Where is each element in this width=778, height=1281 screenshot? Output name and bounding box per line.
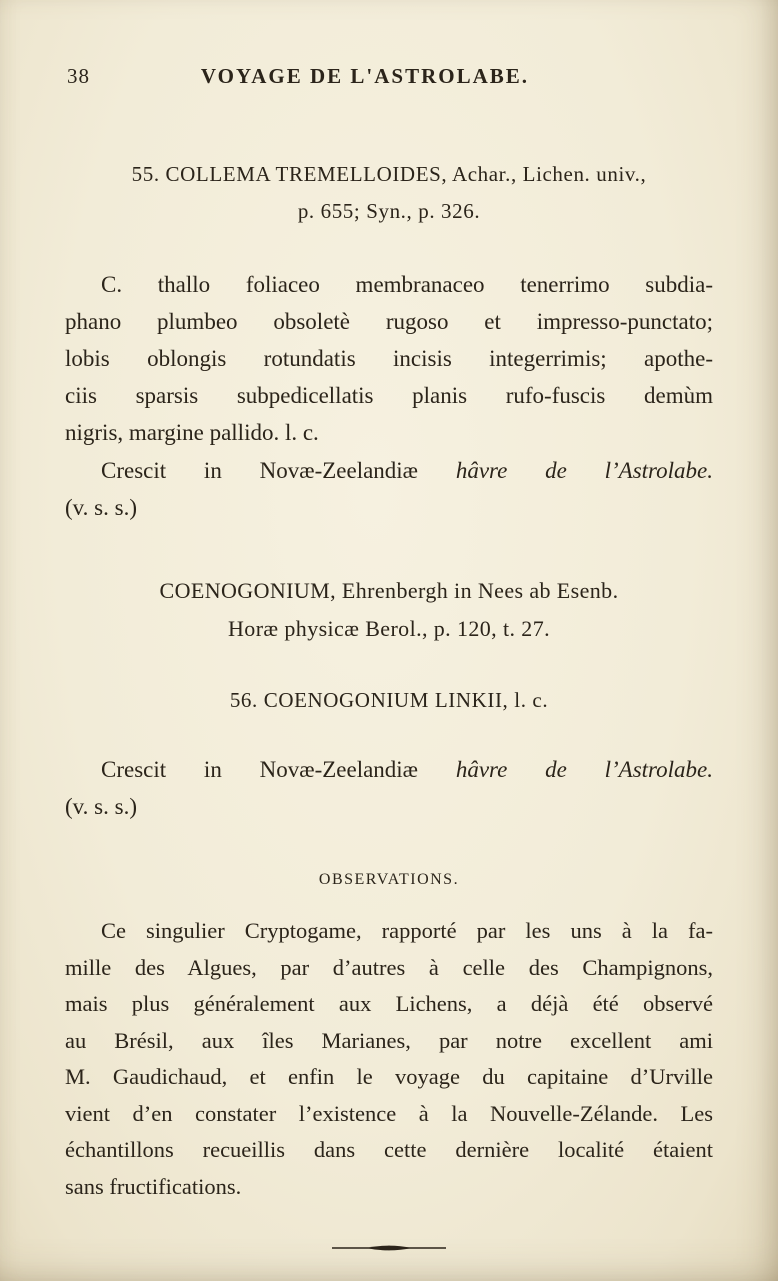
habitat-line [65,452,713,489]
observations-paragraph [65,913,713,1205]
observations-title: OBSERVATIONS. [318,871,460,888]
page-number: 38 [67,64,90,88]
specimen-note: (v. s. s.) [65,495,137,520]
text-line: Horæ physicæ Berol., p. 120, t. 27. [228,616,550,641]
text-line: vient d’en constater l’existence à la Nouvelle-Zélande. Les [65,1100,713,1126]
running-title: VOYAGE DE L'ASTROLABE. [200,64,530,88]
text-line: au Brésil, aux îles Marianes, par notre excellent ami [65,1027,713,1053]
text-line: ciis sparsis subpedicellatis planis rufo-fuscis demùm [65,383,713,408]
text-line: nigris, margine pallido. l. c. [65,420,319,445]
text-line: mais plus généralement aux Lichens, a déjà été observé [65,991,713,1016]
habitat-prefix: Crescit in Novæ-Zeelandiæ [101,757,456,782]
text-column [65,0,713,1259]
text-line: sans fructifications. [65,1173,242,1199]
entry-56-habitat [65,751,713,825]
text-line: Ce singulier Cryptogame, rapporté par les uns à la fa- [101,918,713,943]
habitat-locality: hâvre de l’Astrolabe. [455,757,713,782]
text-line: COENOGONIUM, Ehrenbergh in Nees ab Esenb. [159,578,619,603]
end-ornament [65,1241,713,1259]
entry-55-habitat [65,452,713,526]
entry-55-description [65,266,713,451]
text-line: 55. COLLEMA TREMELLOIDES, Achar., Lichen. univ., [131,162,647,186]
running-header [65,0,713,96]
text-line: phano plumbeo obsoletè rugoso et impresso-punctato; [65,309,713,334]
text-line: C. thallo foliaceo membranaceo tenerrimo subdia- [101,272,713,297]
habitat-line [65,751,713,788]
text-line: lobis oblongis rotundatis incisis integerrimis; apothe- [65,346,713,371]
entry-55-heading [65,156,713,230]
text-line: échantillons recueillis dans cette dernière localité étaient [65,1137,713,1162]
text-line: M. Gaudichaud, et enfin le voyage du capitaine d’Urville [65,1064,713,1089]
genus-coenogonium-heading [65,572,713,648]
entry-56-heading: 56. COENOGONIUM LINKII, l. c. [229,688,549,712]
specimen-note: (v. s. s.) [65,794,137,819]
text-line: mille des Algues, par d’autres à celle des Champignons, [65,954,713,980]
swelled-rule-icon [330,1242,448,1254]
text-line: p. 655; Syn., p. 326. [297,199,481,223]
habitat-prefix: Crescit in Novæ-Zeelandiæ [101,458,456,483]
habitat-locality: hâvre de l’Astrolabe. [455,458,713,483]
